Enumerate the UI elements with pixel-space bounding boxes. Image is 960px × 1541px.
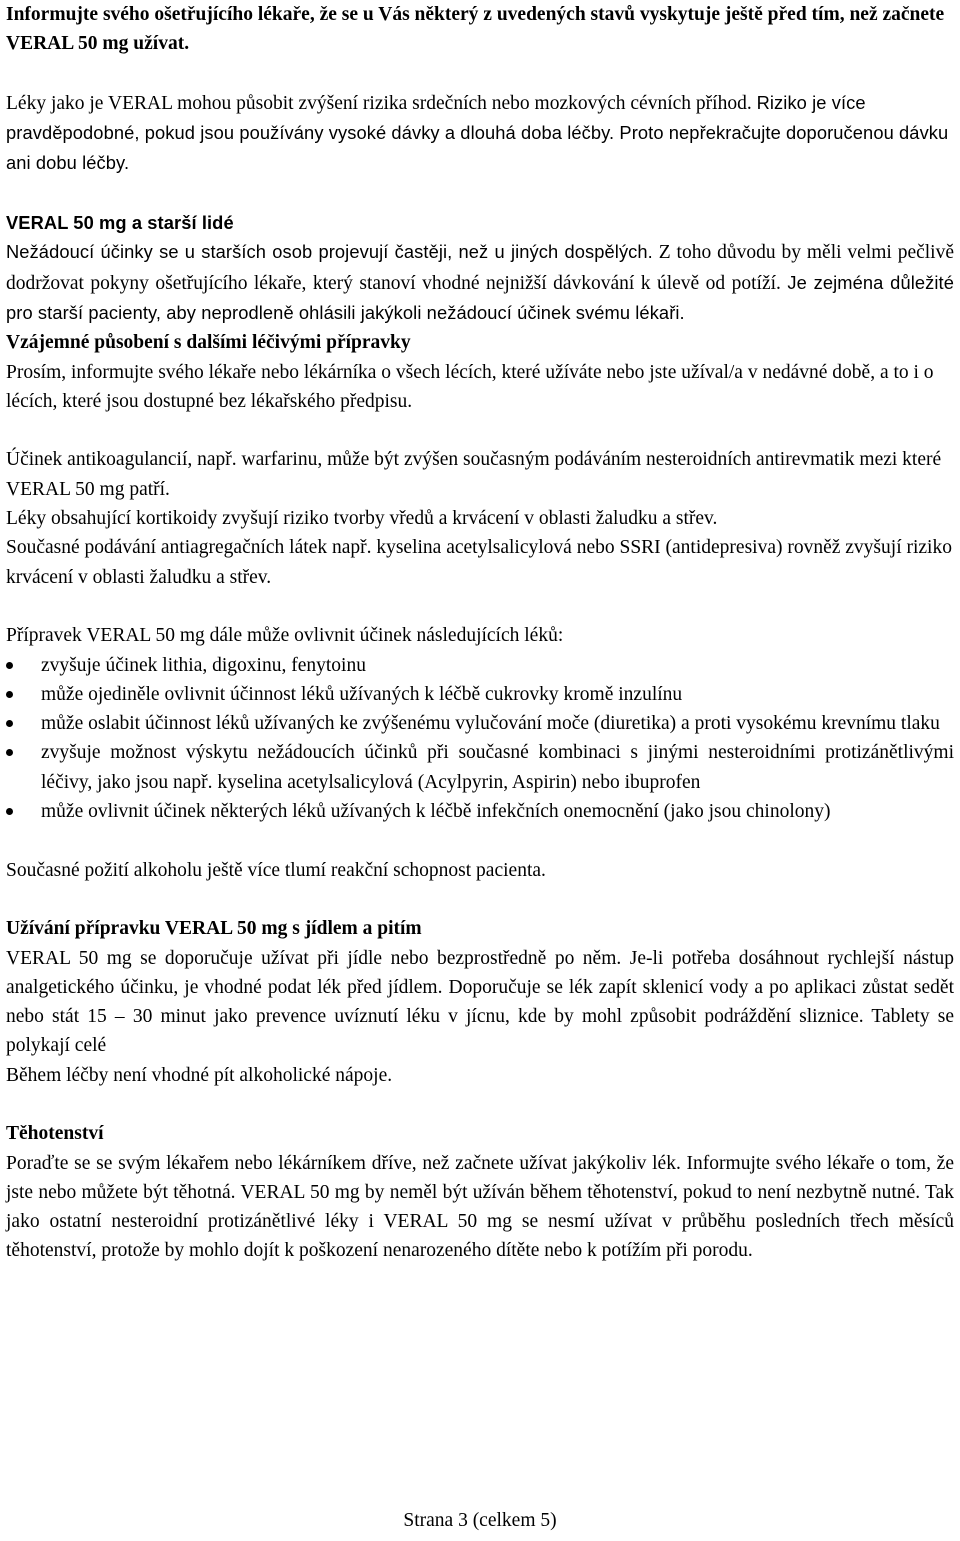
list-item: zvyšuje možnost výskytu nežádoucích účinků při současné kombinaci s jinými nesteroidními protizánětlivými léčivy, jako jsou např. kyselina acetylsalicylová (Acylpyrin, Aspirin) nebo ibuprofen bbox=[6, 738, 954, 797]
interactions-heading: Vzájemné působení s dalšími léčivými přípravky bbox=[6, 332, 411, 354]
leaflet-page bbox=[6, 0, 954, 1266]
risk-text: Léky jako je VERAL mohou působit zvýšení rizika srdečních nebo mozkových cévních příhod. bbox=[6, 92, 752, 114]
list-item: zvyšuje účinek lithia, digoxinu, fenytoinu bbox=[6, 651, 954, 680]
interaction-list bbox=[6, 651, 954, 827]
page-number: Strana 3 (celkem 5) bbox=[403, 1510, 557, 1531]
bullet-icon bbox=[6, 691, 13, 698]
interactions-intro: Prosím, informujte svého lékaře nebo lékárníka o všech lécích, které užíváte nebo jste užíval/a v nedávné době, a to i o lécích, které jsou dostupné bez lékařského předpisu. bbox=[6, 361, 934, 412]
list-item: může ojediněle ovlivnit účinnost léků užívaných k léčbě cukrovky kromě inzulínu bbox=[6, 680, 954, 709]
elderly-heading: VERAL 50 mg a starší lidé bbox=[6, 212, 234, 234]
corticoid-text: Léky obsahující kortikoidy zvyšují riziko tvorby vředů a krvácení v oblasti žaludku a střev. bbox=[6, 508, 718, 530]
food-text: VERAL 50 mg se doporučuje užívat při jídle nebo bezprostředně po něm. Je-li potřeba dosáhnout rychlejší nástup analgetického účinku, je vhodné podat lék před jídlem. Doporučuje se lék zapít sklenicí vody a po aplikaci zůstat sedět nebo stát 15 – 30 minut jako prevence uvíznutí léku v jícnu, kde by mohl způsobit podráždění sliznice. Tablety se polykají celé bbox=[6, 947, 954, 1057]
list-intro: Přípravek VERAL 50 mg dále může ovlivnit účinek následujících léků: bbox=[6, 625, 564, 647]
bullet-icon bbox=[6, 808, 13, 815]
bullet-icon bbox=[6, 662, 13, 669]
pregnancy-heading: Těhotenství bbox=[6, 1123, 104, 1145]
risk-paragraph bbox=[6, 88, 954, 179]
elderly-paragraph bbox=[6, 237, 954, 328]
pregnancy-text: Poraďte se se svým lékařem nebo lékárníkem dříve, než začnete užívat jakýkoliv lék. Informujte svého lékaře o tom, že jste nebo můžete být těhotná. VERAL 50 mg by neměl být užíván během těhotenství, pokud to není nezbytně nutné. Tak jako ostatní nesteroidní protizánětlivé léky i VERAL 50 mg se nesmí užívat v průběhu posledních třech měsíců těhotenství, protože by mohlo dojít k poškození nenarozeného dítěte nebo k potížím při porodu. bbox=[6, 1152, 954, 1262]
food-alcohol-text: Během léčby není vhodné pít alkoholické nápoje. bbox=[6, 1064, 393, 1086]
food-heading: Užívání přípravku VERAL 50 mg s jídlem a pitím bbox=[6, 918, 422, 940]
elderly-text-2: Z toho důvodu by měli velmi pečlivě dodržovat pokyny ošetřujícího lékaře, který stanoví vhodné nejnižší dávkování k úlevě od potíží. bbox=[6, 242, 955, 294]
risk-dose-text: Riziko je více pravděpodobné, pokud jsou používány vysoké dávky a dlouhá doba léčby. Proto nepřekračujte doporučenou dávku ani dobu léčby. bbox=[6, 91, 949, 174]
bullet-icon bbox=[6, 720, 13, 727]
alcohol-reaction-text: Současné požití alkoholu ještě více tlumí reakční schopnost pacienta. bbox=[6, 859, 546, 881]
intro-warning: Informujte svého ošetřujícího lékaře, že se u Vás některý z uvedených stavů vyskytuje ještě před tím, než začnete VERAL 50 mg užívat. bbox=[6, 4, 945, 55]
antiaggregant-text: Současné podávání antiagregačních látek např. kyselina acetylsalicylová nebo SSRI (antidepresiva) rovněž zvyšují riziko krvácení v oblasti žaludku a střev. bbox=[6, 537, 952, 588]
list-item: může oslabit účinnost léků užívaných ke zvýšenému vylučování moče (diuretika) a proti vysokému krevnímu tlaku bbox=[6, 709, 954, 738]
elderly-text-3: Je zejména důležité pro starší pacienty, aby neprodleně ohlásili jakýkoli nežádoucí účinek svému lékaři. bbox=[6, 271, 954, 323]
elderly-text-1: Nežádoucí účinky se u starších osob projevují častěji, než u jiných dospělých. bbox=[6, 241, 653, 263]
anticoagulant-text: Účinek antikoagulancií, např. warfarinu, může být zvýšen současným podáváním nesteroidních antirevmatik mezi které VERAL 50 mg patří. bbox=[6, 449, 942, 500]
list-item: může ovlivnit účinek některých léků užívaných k léčbě infekčních onemocnění (jako jsou chinolony) bbox=[6, 797, 954, 826]
bullet-icon bbox=[6, 749, 13, 756]
